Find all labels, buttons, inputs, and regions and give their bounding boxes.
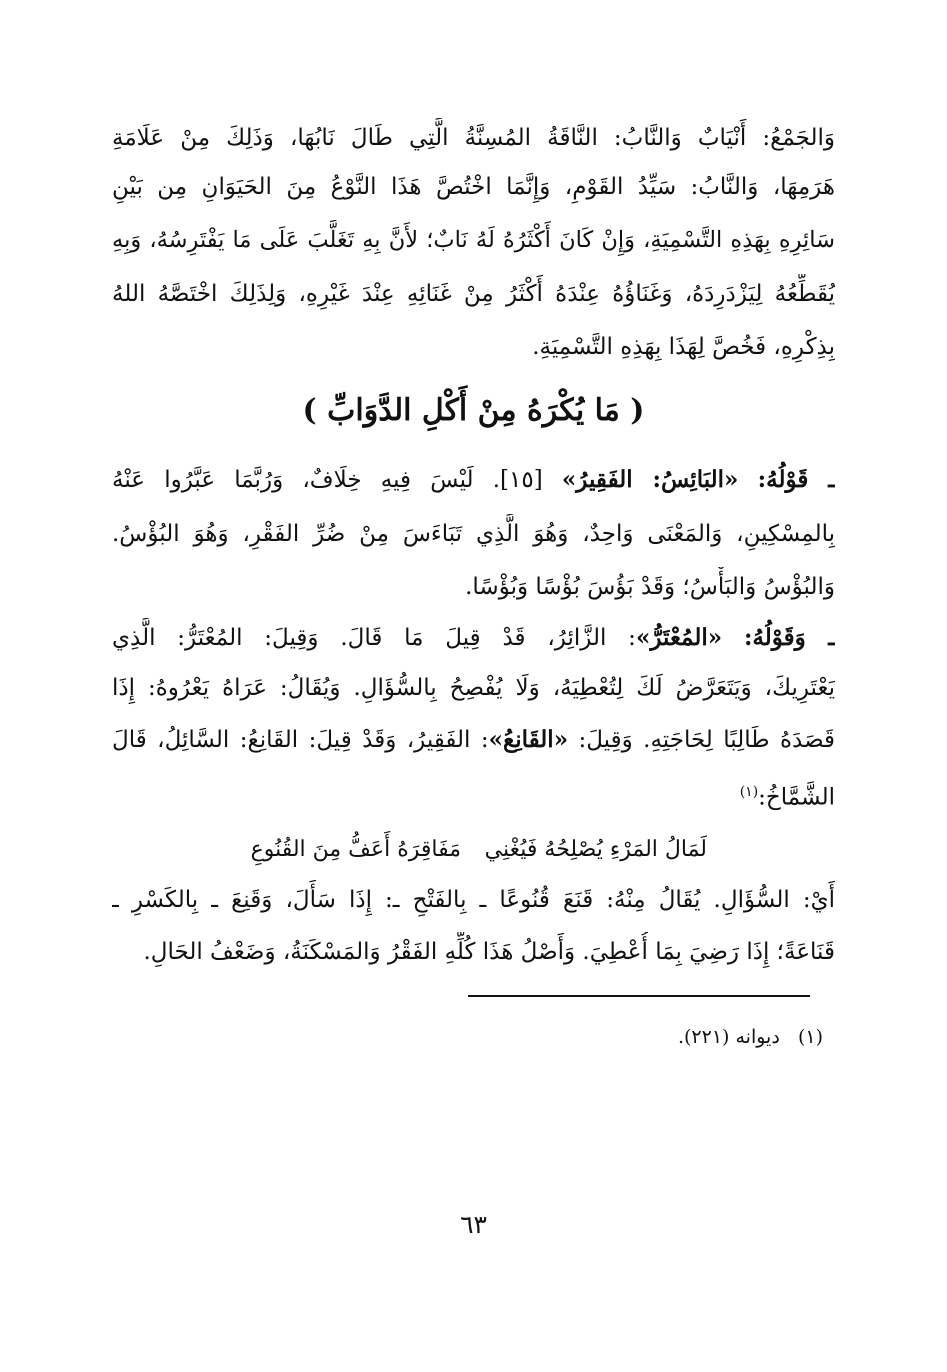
- paragraph-3-line-4: [112, 772, 835, 814]
- verse-second-hemistich: مَفَاقِرَهُ أَعَفُّ مِنَ القُنُوعِ: [250, 837, 461, 862]
- paragraph-2-line-1: [112, 460, 835, 502]
- paragraph-2-line-1-rest: [١٥]. لَيْسَ فِيهِ خِلَافٌ، وَرُبَّمَا عَبَّرُوا عَنْهُ: [112, 467, 562, 493]
- footnote-separator: [468, 995, 810, 997]
- paragraph-3-line-3-before: قَصَدَهُ طَالِبًا لِحَاجَتِهِ. وَقِيلَ:: [578, 727, 835, 753]
- paragraph-3-lead: ـ وَقَوْلُهُ:: [743, 624, 835, 651]
- paragraph-2-line-2: بِالمِسْكِينِ، وَالمَعْنَى وَاحِدٌ، وَهُوَ الَّذِي تَبَاءَسَ مِنْ ضُرِّ الفَقْرِ، وَهُوَ البُؤْسُ.: [112, 521, 835, 547]
- paragraph-4-line-1: أَيْ: السُّؤَالِ. يُقَالُ مِنْهُ: قَنَعَ قُنُوعًا ـ بِالفَتْحِ ـ: إِذَا سَأَلَ، وَقَنِعَ ـ بِالكَسْرِ ـ: [112, 887, 835, 913]
- footnote: [678, 1020, 823, 1054]
- section-heading: ( مَا يُكْرَهُ مِنْ أَكْلِ الدَّوَابِّ ): [302, 393, 645, 428]
- footnote-text: ديوانه (٢٢١).: [677, 1026, 780, 1048]
- paragraph-3-quote-1: «المُعْتَرُّ»: [635, 624, 723, 651]
- paragraph-3-line-1-rest: : الزَّائِرُ، قَدْ قِيلَ مَا قَالَ. وَقِيلَ: المُعْتَرُّ: الَّذِي: [112, 625, 636, 651]
- paragraph-3-line-1: [112, 618, 835, 660]
- verse-first-hemistich: لَمَالُ المَرْءِ يُصْلِحُهُ فَيُغْنِي: [484, 837, 707, 862]
- paragraph-3-quote-2: «القَانِعُ»: [488, 726, 569, 753]
- paragraph-3-line-3-after: : الفَقِيرُ، وَقَدْ قِيلَ: القَانِعُ: السَّائِلُ، قَالَ: [112, 727, 489, 753]
- paragraph-1-line-4: يُقَطِّعُهُ لِيَزْدَرِدَهُ، وَغَنَاؤُهُ عِنْدَهُ أَكْثَرُ مِنْ غَنَائِهِ عِنْدَ غَيْرِهِ، وَلِذَلِكَ اخْتَصَّهُ اللهُ: [112, 281, 835, 307]
- paragraph-4-line-2: قَنَاعَةً؛ إِذَا رَضِيَ بِمَا أُعْطِيَ. وَأَصْلُ هَذَا كُلِّهِ الفَقْرُ وَالمَسْكَنَةُ، وَضَعْفُ الحَالِ.: [143, 939, 835, 965]
- paragraph-1-line-2: هَرَمِهَا، وَالنَّابُ: سَيِّدُ القَوْمِ، وَإِنَّمَا اخْتُصَّ هَذَا النَّوْعُ مِنَ الحَيَوَانِ مِن بَيْنِ: [112, 174, 835, 200]
- paragraph-1-line-1: وَالجَمْعُ: أَنْيَابٌ وَالنَّابُ: النَّاقَةُ المُسِنَّةُ الَّتِي طَالَ نَابُهَا، وَذَلِكَ مِنْ عَلَامَةِ: [112, 125, 835, 151]
- paragraph-3-line-3: [112, 720, 835, 762]
- footnote-reference: (١): [739, 784, 759, 800]
- paragraph-3-line-4-text: الشَّمَّاخُ:: [758, 784, 835, 811]
- paragraph-3-line-2: يَعْتَرِيكَ، وَيَتَعَرَّضُ لَكَ لِتُعْطِيَهُ، وَلَا يُفْصِحُ بِالسُّؤَالِ. وَيُقَالُ: عَرَاهُ يَعْرُوهُ: إِذَا: [112, 675, 835, 701]
- page-number: ٦٣: [460, 1210, 487, 1239]
- paragraph-1-line-3: سَائِرِهِ بِهَذِهِ التَّسْمِيَةِ، وَإِنْ كَانَ أَكْثَرُهُ لَهُ نَابٌ؛ لأَنَّ بِهِ تَغَلَّبَ عَلَى مَا يَفْتَرِسُهُ، وَبِهِ: [112, 227, 835, 253]
- footnote-marker: (١): [797, 1026, 823, 1048]
- paragraph-2-line-3: وَالبُؤْسُ وَالبَأْسُ؛ وَقَدْ بَؤُسَ بُؤْسًا وَبُؤْسًا.: [465, 574, 835, 600]
- paragraph-2-lead: ـ قَوْلُهُ:: [757, 466, 835, 493]
- paragraph-2-quote: «البَائِسُ: الفَقِيرُ»: [561, 466, 739, 493]
- paragraph-1-line-5: بِذِكْرِهِ، فَخُصَّ لِهَذَا بِهَذِهِ التَّسْمِيَةِ.: [532, 334, 835, 360]
